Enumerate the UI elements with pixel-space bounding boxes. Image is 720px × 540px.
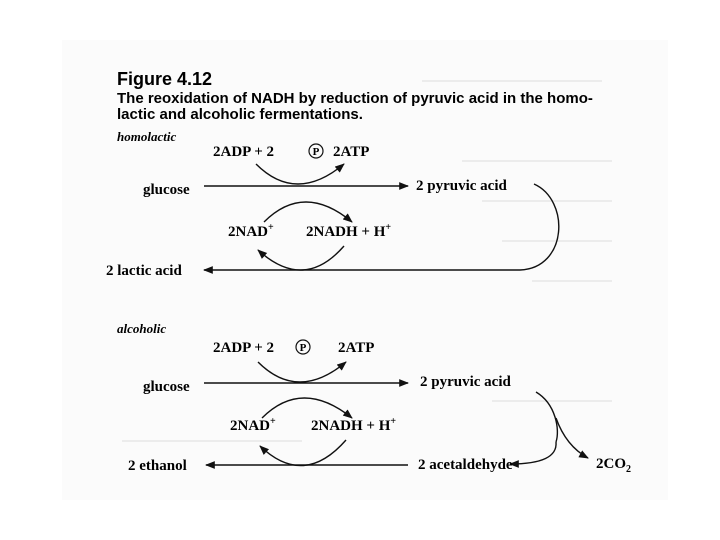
alcoholic-phosphate-symbol: P (299, 342, 307, 354)
homolactic-atp-arrow (256, 164, 344, 184)
alcoholic-acetaldehyde-arrow (510, 442, 556, 464)
homolactic-atp-label-group (213, 144, 369, 160)
homolactic-label: homolactic (117, 129, 177, 144)
alcoholic-nad-return-arrow (260, 440, 346, 466)
homolactic-pyruvic: 2 pyruvic acid (416, 178, 507, 194)
homolactic-glucose: glucose (143, 182, 190, 198)
alcoholic-glucose: glucose (143, 379, 190, 395)
homolactic-nadh: 2NADH + H+ (306, 222, 392, 240)
alcoholic-ethanol: 2 ethanol (128, 458, 187, 474)
alcoholic-nadh: 2NADH + H+ (311, 416, 397, 434)
alcoholic-acetaldehyde: 2 acetaldehyde (418, 457, 513, 473)
homolactic-nad-group (228, 222, 391, 240)
homolactic-nad-return-arrow (258, 246, 344, 270)
alcoholic-nad: 2NAD+ (230, 416, 276, 434)
homolactic-atp-label: 2ATP (333, 144, 370, 160)
homolactic-adp-label: 2ADP + 2 (213, 144, 275, 160)
figure-caption-line2: lactic and alcoholic fermentations. (117, 106, 363, 123)
alcoholic-co2-arrow (556, 418, 588, 458)
figure-caption-line1: The reoxidation of NADH by reduction of pyruvic acid in the homo- (117, 90, 593, 107)
homolactic-nad: 2NAD+ (228, 222, 274, 240)
alcoholic-pyruvic-curve (536, 392, 557, 442)
alcoholic-pyruvic: 2 pyruvic acid (420, 374, 511, 390)
figure-number: Figure 4.12 (117, 69, 213, 89)
alcoholic-nadh-arrow-upper (262, 398, 352, 418)
homolactic-nadh-arrow-upper (264, 202, 352, 222)
homolactic-pyruvic-loop (520, 184, 559, 270)
alcoholic-label: alcoholic (117, 321, 167, 336)
alcoholic-atp-label-group (213, 340, 374, 356)
homolactic-product: 2 lactic acid (106, 263, 182, 279)
alcoholic-atp-label: 2ATP (338, 340, 375, 356)
alcoholic-co2: $2CO_2$ (596, 456, 631, 475)
alcoholic-adp-label: 2ADP + 2 (213, 340, 275, 356)
homolactic-phosphate-symbol: P (312, 146, 320, 158)
alcoholic-nad-group (230, 416, 396, 434)
alcoholic-atp-arrow (258, 362, 346, 382)
